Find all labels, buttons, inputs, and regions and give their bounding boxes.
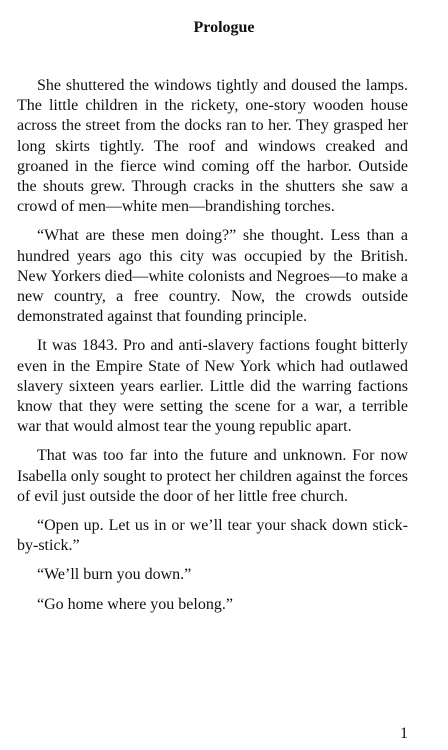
chapter-title: Prologue: [193, 19, 255, 36]
chapter-body: [17, 76, 408, 624]
paragraph: She shuttered the windows tightly and doused the lamps. The little children in the rickety, one-story wooden house across the street from the docks ran to her. They grasped her long skirts tightly. The roof and windows creaked and groaned in the fierce wind coming off the harbor. Outside the shouts grew. Through cracks in the shutters she saw a crowd of men—white men—brandishing torches.: [17, 77, 408, 216]
paragraph: “Open up. Let us in or we’ll tear your shack down stick-by-stick.”: [17, 517, 408, 555]
paragraph: “We’ll burn you down.”: [37, 566, 192, 584]
paragraph: It was 1843. Pro and anti-slavery factions fought bitterly even in the Empire State of New York which had outlawed slavery sixteen years earlier. Little did the warring factions know that they were setting the scene for a war, a terrible war that would almost tear the young republic apart.: [17, 337, 408, 436]
page-number: 1: [400, 725, 408, 742]
paragraph: That was too far into the future and unknown. For now Isabella only sought to protect her children against the forces of evil just outside the door of her little free church.: [17, 447, 408, 505]
paragraph: “What are these men doing?” she thought. Less than a hundred years ago this city was occupied by the British. New Yorkers died—white colonists and Negroes—to make a new country, a free country. Now, the crowds outside demonstrated against that founding principle.: [17, 227, 408, 326]
paragraph: “Go home where you belong.”: [37, 595, 233, 613]
